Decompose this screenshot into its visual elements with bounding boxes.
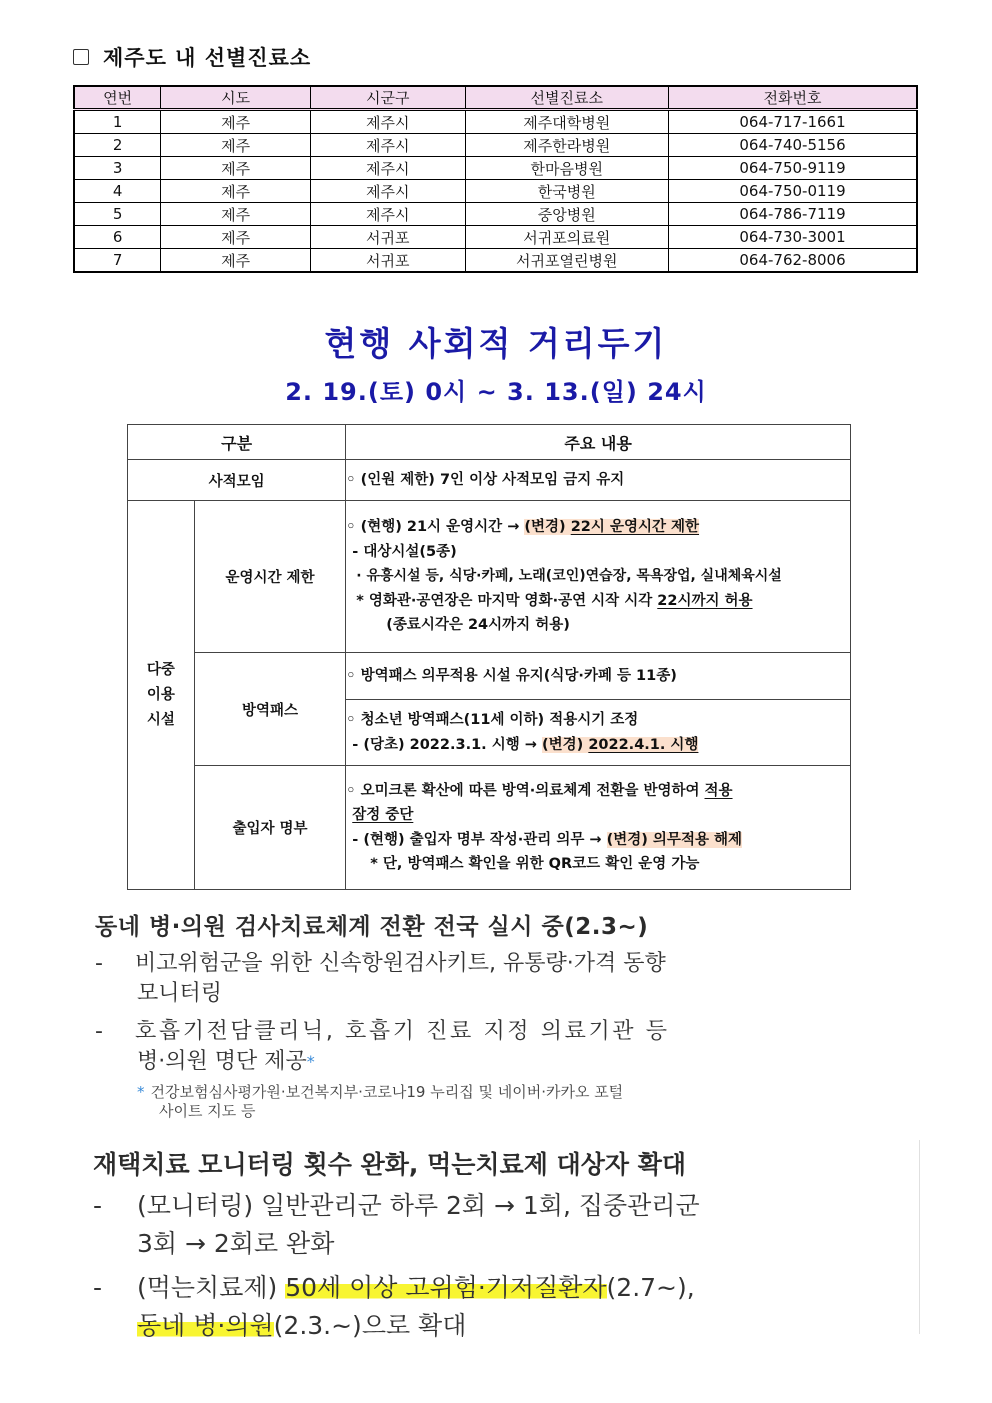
- cell-province: 제주: [161, 203, 311, 226]
- header-category: 구분: [128, 425, 346, 460]
- dash-bullet-icon: -: [93, 1191, 103, 1220]
- cell-phone: 064-750-0119: [669, 180, 917, 203]
- category-multi-use-facilities: [128, 501, 195, 890]
- footnote: [95, 1083, 905, 1121]
- bullet-item: [95, 949, 905, 1009]
- checkbox-square-icon: [73, 49, 89, 65]
- cell-clinic: 서귀포열린병원: [465, 249, 668, 273]
- category-private-gathering: 사적모임: [128, 460, 346, 501]
- content-line: · 유흥시설 등, 식당·카페, 노래(코인)연습장, 목욕장업, 실내체육시설: [356, 568, 782, 585]
- cell-no: 1: [74, 110, 161, 134]
- content-line: [346, 515, 850, 540]
- text-current: - (현행) 출입자 명부 작성·관리 의무 →: [352, 831, 607, 848]
- bullet-text-continued: 병·의원 명단 제공: [137, 1049, 307, 1074]
- dash-bullet-icon: -: [95, 1019, 106, 1044]
- cell-province: 제주: [161, 157, 311, 180]
- rule-row-private-gathering: [128, 460, 851, 501]
- content-line: ◦ (인원 제한) 7인 이상 사적모임 금지 유지: [346, 471, 625, 488]
- category-visitor-log: 출입자 명부: [194, 766, 345, 890]
- cell-no: 2: [74, 134, 161, 157]
- rule-row-hours: [128, 501, 851, 653]
- cell-province: 제주: [161, 180, 311, 203]
- table-header-row: [74, 86, 917, 110]
- bullet-text: 호흡기전담클리닉, 호흡기 진료 지정 의료기관 등: [135, 1019, 670, 1044]
- text-current: ◦ (현행) 21시 운영시간 →: [346, 519, 525, 536]
- group-label-line: 이용: [146, 686, 175, 703]
- content-line: - 대상시설(5종): [352, 543, 457, 560]
- content-line: * 단, 방역패스 확인을 위한 QR코드 확인 운영 가능: [370, 856, 700, 872]
- section-local-clinics: [95, 908, 905, 1121]
- col-header-clinic: 선별진료소: [465, 86, 668, 110]
- cell-clinic: 한국병원: [465, 180, 668, 203]
- bullet-text-continued: 모니터링: [137, 981, 223, 1006]
- distancing-period: 2. 19.(토) 0시 ~ 3. 13.(일) 24시: [285, 378, 707, 406]
- table-row: [74, 134, 917, 157]
- bullet-item: [95, 1017, 905, 1077]
- content-line: [346, 733, 850, 758]
- content-operating-hours: [346, 501, 851, 653]
- cell-phone: 064-717-1661: [669, 110, 917, 134]
- bullet-text-continued: 3회 → 2회로 완화: [137, 1229, 335, 1258]
- text-reason: ◦ 오미크론 확산에 따른 방역·의료체계 전환을 반영하여: [346, 782, 705, 799]
- cell-province: 제주: [161, 110, 311, 134]
- dash-bullet-icon: -: [95, 951, 103, 976]
- cell-phone: 064-740-5156: [669, 134, 917, 157]
- cell-no: 6: [74, 226, 161, 249]
- footnote-star-icon: *: [306, 1052, 315, 1071]
- bullet-text: (2.7~),: [606, 1273, 695, 1302]
- section-title-clinics: [73, 42, 311, 72]
- footnote-text: 건강보험심사평가원·보건복지부·코로나19 누리집 및 네이버·카카오 포털: [150, 1083, 624, 1101]
- text-note: * 영화관·공연장은 마지막 영화·공연 시작 시각: [356, 592, 658, 609]
- col-header-province: 시도: [161, 86, 311, 110]
- bullet-item: [93, 1187, 913, 1263]
- page-edge-divider: [919, 1140, 920, 1334]
- bullet-text: 비고위험군을 위한 신속항원검사키트, 유통량·가격 동향: [135, 951, 666, 976]
- table-row: [74, 157, 917, 180]
- highlighted-text: 동네 병·의원: [137, 1311, 274, 1340]
- group-label-line: 다중: [146, 661, 175, 678]
- table-row: [74, 110, 917, 134]
- bullet-text: (모니터링) 일반관리군 하루 2회 → 1회, 집중관리군: [137, 1191, 700, 1220]
- cell-city: 제주시: [310, 157, 465, 180]
- header-main-content: 주요 내용: [346, 425, 851, 460]
- col-header-phone: 전화번호: [669, 86, 917, 110]
- dash-bullet-icon: -: [93, 1273, 103, 1302]
- category-operating-hours: 운영시간 제한: [194, 501, 345, 653]
- footnote-text-continued: 사이트 지도 등: [159, 1102, 256, 1120]
- cell-city: 제주시: [310, 134, 465, 157]
- footnote-star-icon: *: [137, 1083, 145, 1101]
- cell-province: 제주: [161, 226, 311, 249]
- cell-province: 제주: [161, 134, 311, 157]
- cell-city: 서귀포: [310, 249, 465, 273]
- content-line: ◦ 청소년 방역패스(11세 이하) 적용시기 조정: [346, 712, 639, 728]
- text-change-value: 2022.4.1. 시행: [588, 736, 699, 753]
- text-change: (변경) 의무적용 해제: [606, 831, 743, 848]
- cell-clinic: 한마음병원: [465, 157, 668, 180]
- table-row: [74, 226, 917, 249]
- content-vaccine-pass-1: [346, 653, 851, 700]
- cell-city: 제주시: [310, 110, 465, 134]
- cell-city: 서귀포: [310, 226, 465, 249]
- table-row: [74, 180, 917, 203]
- distancing-title: 현행 사회적 거리두기: [324, 324, 668, 363]
- text-original: - (당초) 2022.3.1. 시행 →: [352, 736, 542, 753]
- bullet-item: [93, 1269, 913, 1345]
- content-visitor-log: [346, 766, 851, 890]
- cell-no: 7: [74, 249, 161, 273]
- content-private-gathering: [346, 460, 851, 501]
- cell-province: 제주: [161, 249, 311, 273]
- cell-phone: 064-786-7119: [669, 203, 917, 226]
- table-row: [74, 203, 917, 226]
- cell-clinic: 제주한라병원: [465, 134, 668, 157]
- section-title-text: 제주도 내 선별진료소: [103, 46, 312, 70]
- col-header-no: 연번: [74, 86, 161, 110]
- cell-phone: 064-730-3001: [669, 226, 917, 249]
- section-title: 동네 병·의원 검사치료체계 전환 전국 실시 중(2.3~): [95, 914, 649, 940]
- cell-clinic: 중앙병원: [465, 203, 668, 226]
- cell-clinic: 서귀포의료원: [465, 226, 668, 249]
- distancing-rules-table: [127, 424, 851, 890]
- text-note-underlined: 22시까지 허용: [657, 592, 753, 609]
- bullet-text: (먹는치료제): [137, 1273, 286, 1302]
- rules-header-row: [128, 425, 851, 460]
- highlighted-text: 50세 이상 고위험·기저질환자: [285, 1273, 607, 1302]
- category-vaccine-pass: 방역패스: [194, 653, 345, 766]
- cell-phone: 064-750-9119: [669, 157, 917, 180]
- bullet-text: (2.3.~)으로 확대: [273, 1311, 467, 1340]
- cell-phone: 064-762-8006: [669, 249, 917, 273]
- group-label-line: 시설: [146, 711, 175, 728]
- content-line: [346, 828, 850, 853]
- text-change-label: (변경): [542, 736, 589, 753]
- content-line: 잠정 중단: [352, 807, 414, 823]
- cell-city: 제주시: [310, 180, 465, 203]
- content-line: [346, 589, 850, 614]
- content-line: (종료시각은 24시까지 허용): [386, 617, 570, 634]
- cell-no: 3: [74, 157, 161, 180]
- text-change-value: 22시 운영시간 제한: [570, 519, 700, 536]
- cell-city: 제주시: [310, 203, 465, 226]
- content-line: ◦ 방역패스 의무적용 시설 유지(식당·카페 등 11종): [346, 667, 677, 684]
- cell-no: 5: [74, 203, 161, 226]
- section-title: 재택치료 모니터링 횟수 완화, 먹는치료제 대상자 확대: [93, 1150, 687, 1179]
- col-header-city: 시군구: [310, 86, 465, 110]
- section-home-treatment: [93, 1145, 913, 1345]
- text-change-label: (변경): [524, 519, 571, 536]
- cell-no: 4: [74, 180, 161, 203]
- content-line: [346, 779, 850, 804]
- clinics-table: [73, 85, 918, 273]
- rule-row-pass-1: [128, 653, 851, 700]
- text-underlined: 적용: [704, 782, 733, 799]
- content-vaccine-pass-2: [346, 700, 851, 766]
- rule-row-visitor-log: [128, 766, 851, 890]
- cell-clinic: 제주대학병원: [465, 110, 668, 134]
- table-row: [74, 249, 917, 273]
